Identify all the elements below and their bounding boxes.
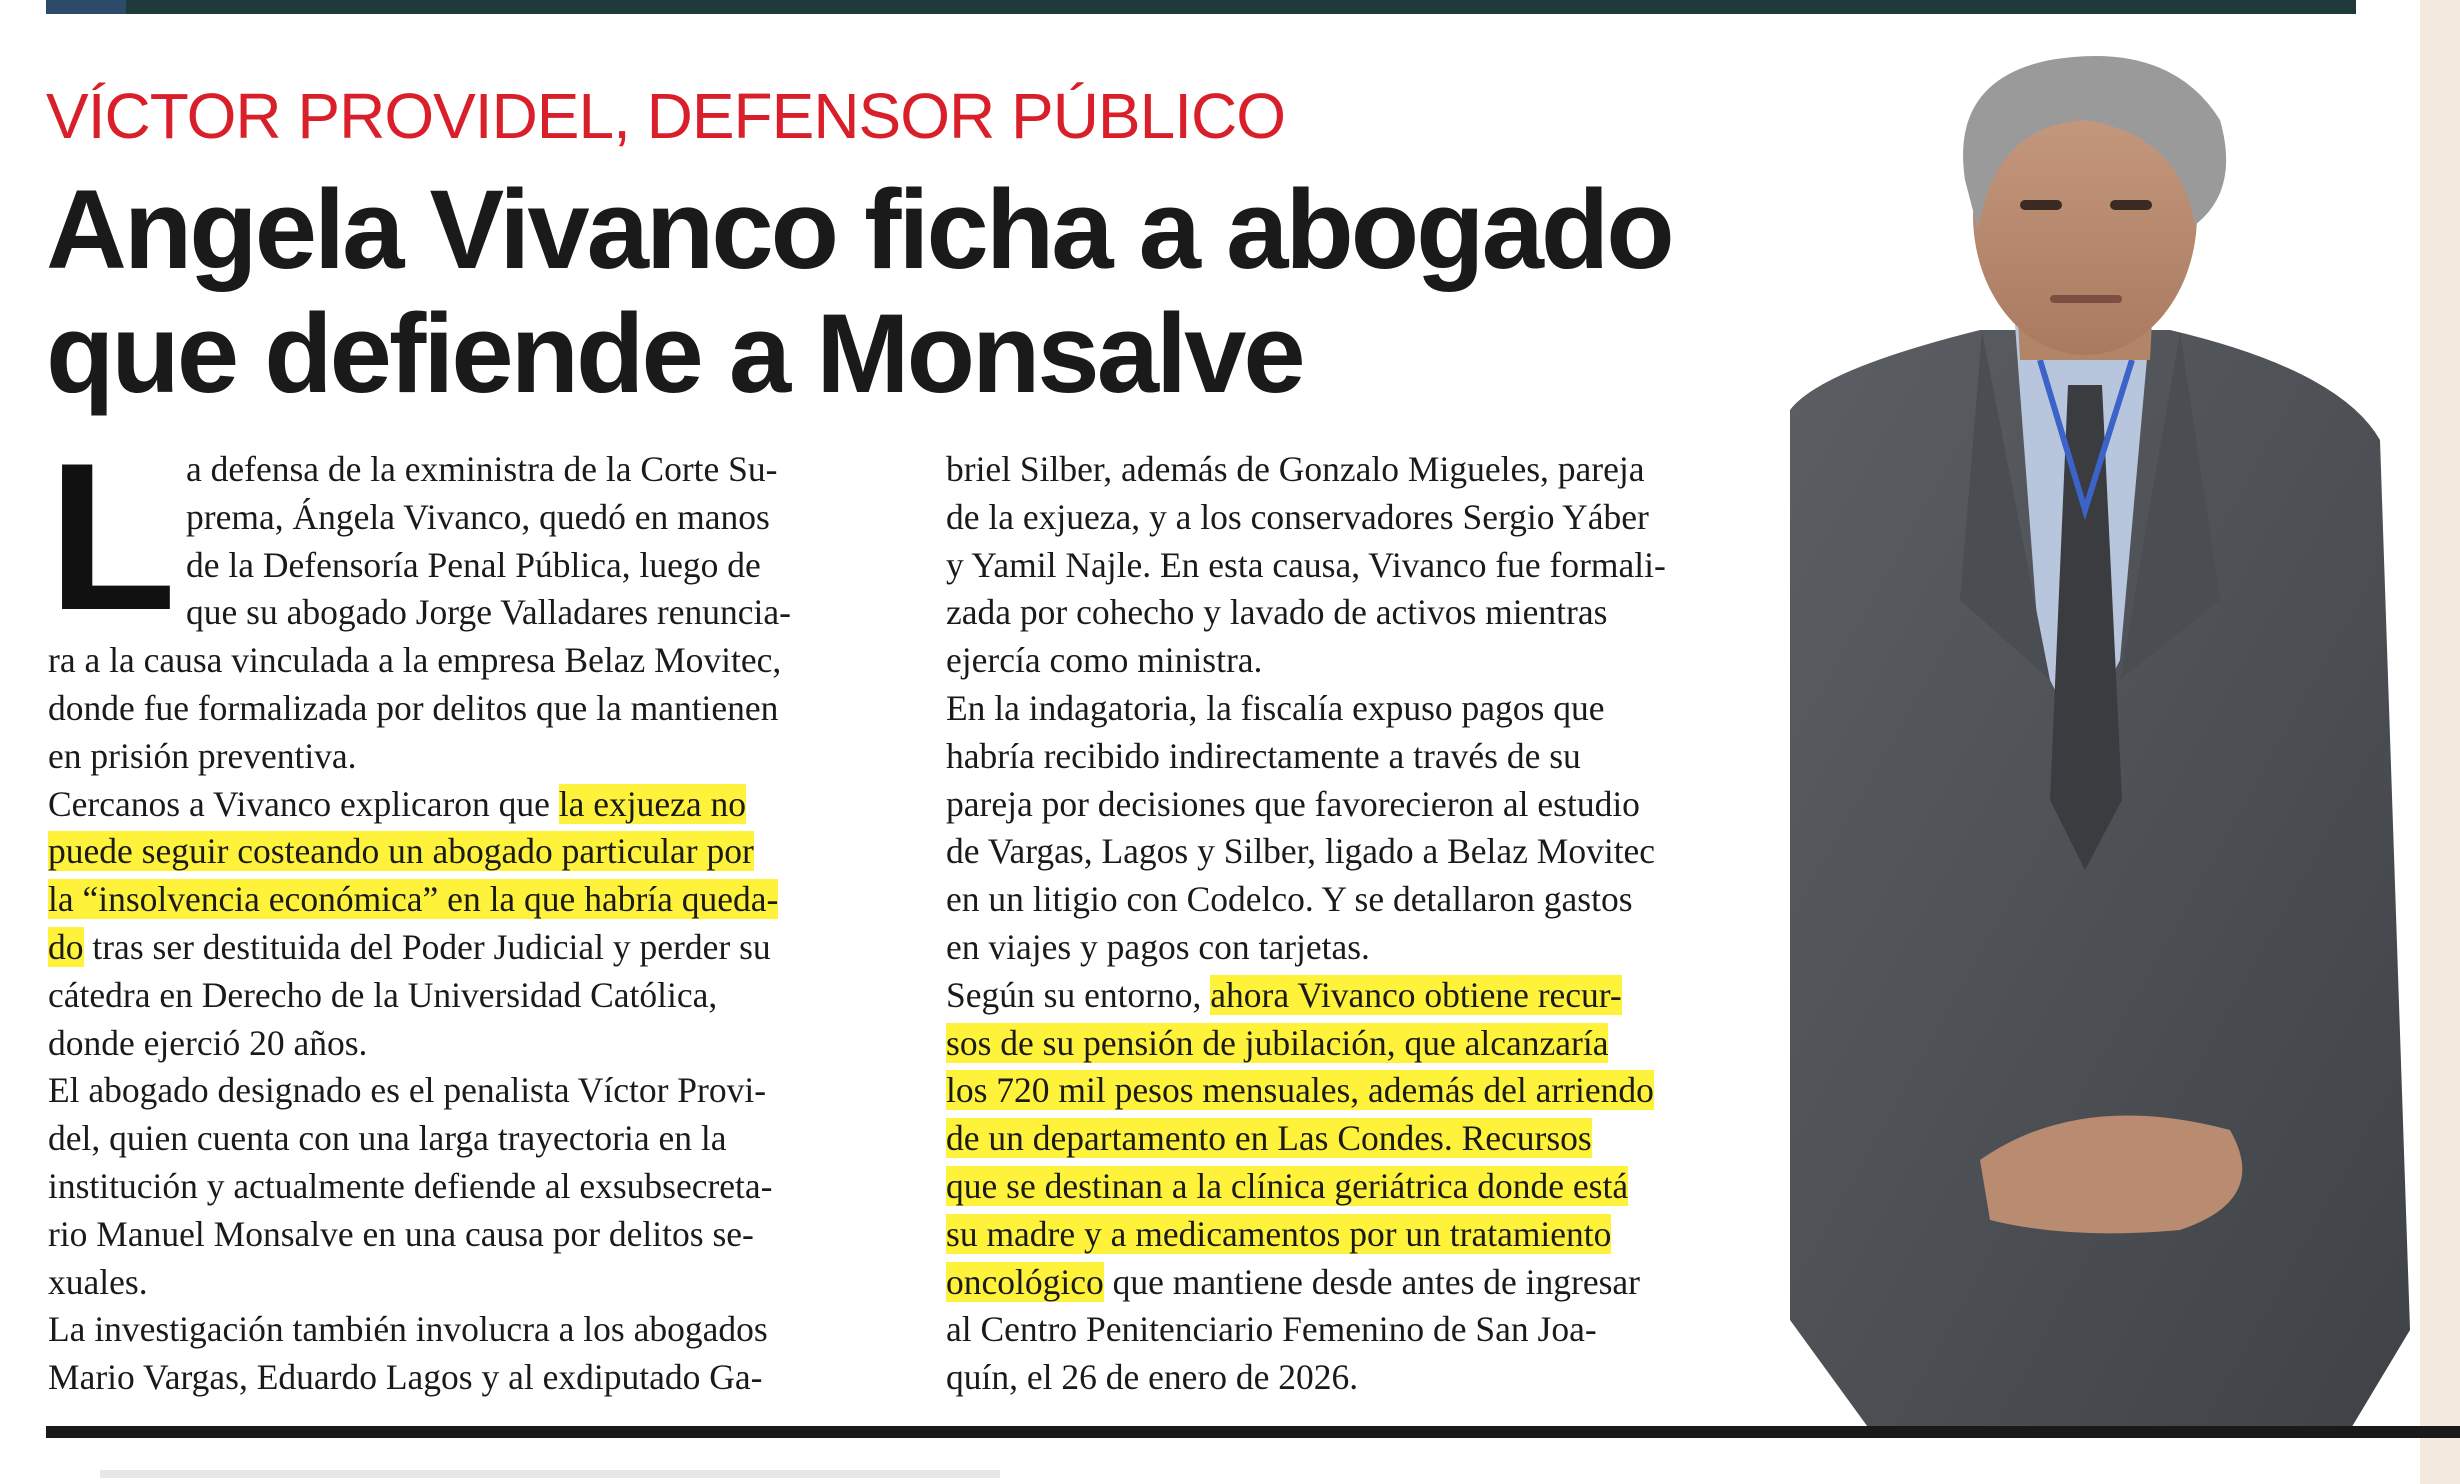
- article-headline: [46, 168, 1886, 416]
- body-line: a defensa de la exministra de la Corte Su-: [186, 449, 778, 489]
- body-line: [48, 828, 908, 876]
- body-line: [946, 1067, 1776, 1115]
- body-line: cátedra en Derecho de la Universidad Católica,: [48, 974, 718, 1015]
- body-line: zada por cohecho y lavado de activos mientras: [946, 592, 1608, 633]
- body-line: prema, Ángela Vivanco, quedó en manos: [186, 496, 770, 537]
- top-rule: [46, 0, 2356, 14]
- highlighted-text: de un departamento en Las Condes. Recursos: [946, 1118, 1592, 1159]
- portrait-photo: [1750, 40, 2420, 1430]
- body-text: que mantiene desde antes de ingresar: [1103, 1261, 1640, 1302]
- body-line: donde fue formalizada por delitos que la mantienen: [48, 687, 779, 728]
- page-edge: [2420, 0, 2460, 1484]
- highlighted-text: puede seguir costeando un abogado particular por: [48, 831, 754, 872]
- body-line: de la Defensoría Penal Pública, luego de: [186, 544, 761, 585]
- highlighted-text: do: [48, 926, 84, 967]
- body-line: institución y actualmente defiende al exsubsecreta-: [48, 1165, 773, 1206]
- next-article-strip: [100, 1470, 1000, 1478]
- body-line: [48, 876, 908, 924]
- body-line: rio Manuel Monsalve en una causa por delitos se-: [48, 1213, 754, 1254]
- body-line: que su abogado Jorge Valladares renuncia-: [186, 592, 791, 633]
- body-line: [946, 972, 1776, 1020]
- body-line: La investigación también involucra a los abogados: [48, 1309, 768, 1350]
- body-line: y Yamil Najle. En esta causa, Vivanco fue formali-: [946, 544, 1666, 585]
- mouth-shape: [2050, 295, 2122, 303]
- body-line: del, quien cuenta con una larga trayectoria en la: [48, 1118, 727, 1159]
- body-line: quín, el 26 de enero de 2026.: [946, 1357, 1359, 1398]
- highlighted-text: los 720 mil pesos mensuales, además del arriendo: [946, 1070, 1654, 1111]
- top-rule-accent: [46, 0, 126, 14]
- body-line: [946, 1163, 1776, 1211]
- highlighted-text: la “insolvencia económica” en la que habría queda-: [48, 879, 779, 920]
- headline-line-2: que defiende a Monsalve: [46, 291, 1303, 416]
- highlighted-text: su madre y a medicamentos por un tratamiento: [946, 1213, 1612, 1254]
- body-line: [946, 1115, 1776, 1163]
- headline-line-1: Angela Vivanco ficha a abogado: [46, 167, 1672, 292]
- body-line: en un litigio con Codelco. Y se detallaron gastos: [946, 879, 1633, 920]
- body-line: ejercía como ministra.: [946, 640, 1263, 681]
- body-line: al Centro Penitenciario Femenino de San Joa-: [946, 1309, 1597, 1350]
- body-line: habría recibido indirectamente a través de su: [946, 735, 1581, 776]
- body-line: [946, 1020, 1776, 1068]
- body-line: El abogado designado es el penalista Víctor Provi-: [48, 1070, 767, 1111]
- article-column-2: [946, 446, 1776, 1402]
- body-line: de la exjueza, y a los conservadores Sergio Yáber: [946, 496, 1649, 537]
- body-line: Mario Vargas, Eduardo Lagos y al exdiputado Ga-: [48, 1357, 763, 1398]
- drop-cap: L: [48, 419, 177, 654]
- article-kicker: VÍCTOR PROVIDEL, DEFENSOR PÚBLICO: [46, 80, 1285, 152]
- body-text: Cercanos a Vivanco explicaron que: [48, 783, 559, 824]
- body-line: [48, 781, 908, 829]
- body-line: en prisión preventiva.: [48, 735, 357, 776]
- body-line: en viajes y pagos con tarjetas.: [946, 926, 1370, 967]
- body-line: briel Silber, además de Gonzalo Migueles, pareja: [946, 449, 1645, 489]
- body-text: Según su entorno,: [946, 974, 1211, 1015]
- body-text: tras ser destituida del Poder Judicial y perder su: [83, 926, 771, 967]
- highlighted-text: que se destinan a la clínica geriátrica donde está: [946, 1165, 1629, 1206]
- body-line: de Vargas, Lagos y Silber, ligado a Belaz Movitec: [946, 831, 1656, 872]
- body-line: xuales.: [48, 1261, 148, 1302]
- body-line: En la indagatoria, la fiscalía expuso pagos que: [946, 687, 1605, 728]
- body-line: [946, 1259, 1776, 1307]
- body-line: ra a la causa vinculada a la empresa Belaz Movitec,: [48, 640, 782, 681]
- highlighted-text: ahora Vivanco obtiene recur-: [1210, 974, 1622, 1015]
- highlighted-text: la exjueza no: [558, 783, 747, 824]
- body-line: [946, 1211, 1776, 1259]
- bottom-rule: [46, 1426, 2460, 1438]
- article-column-1: [48, 419, 908, 1402]
- highlighted-text: oncológico: [946, 1261, 1104, 1302]
- body-line: donde ejerció 20 años.: [48, 1022, 368, 1063]
- highlighted-text: sos de su pensión de jubilación, que alcanzaría: [946, 1022, 1609, 1063]
- body-line: [48, 924, 908, 972]
- eye-right-shape: [2110, 200, 2152, 210]
- body-line: pareja por decisiones que favorecieron al estudio: [946, 783, 1640, 824]
- eye-left-shape: [2020, 200, 2062, 210]
